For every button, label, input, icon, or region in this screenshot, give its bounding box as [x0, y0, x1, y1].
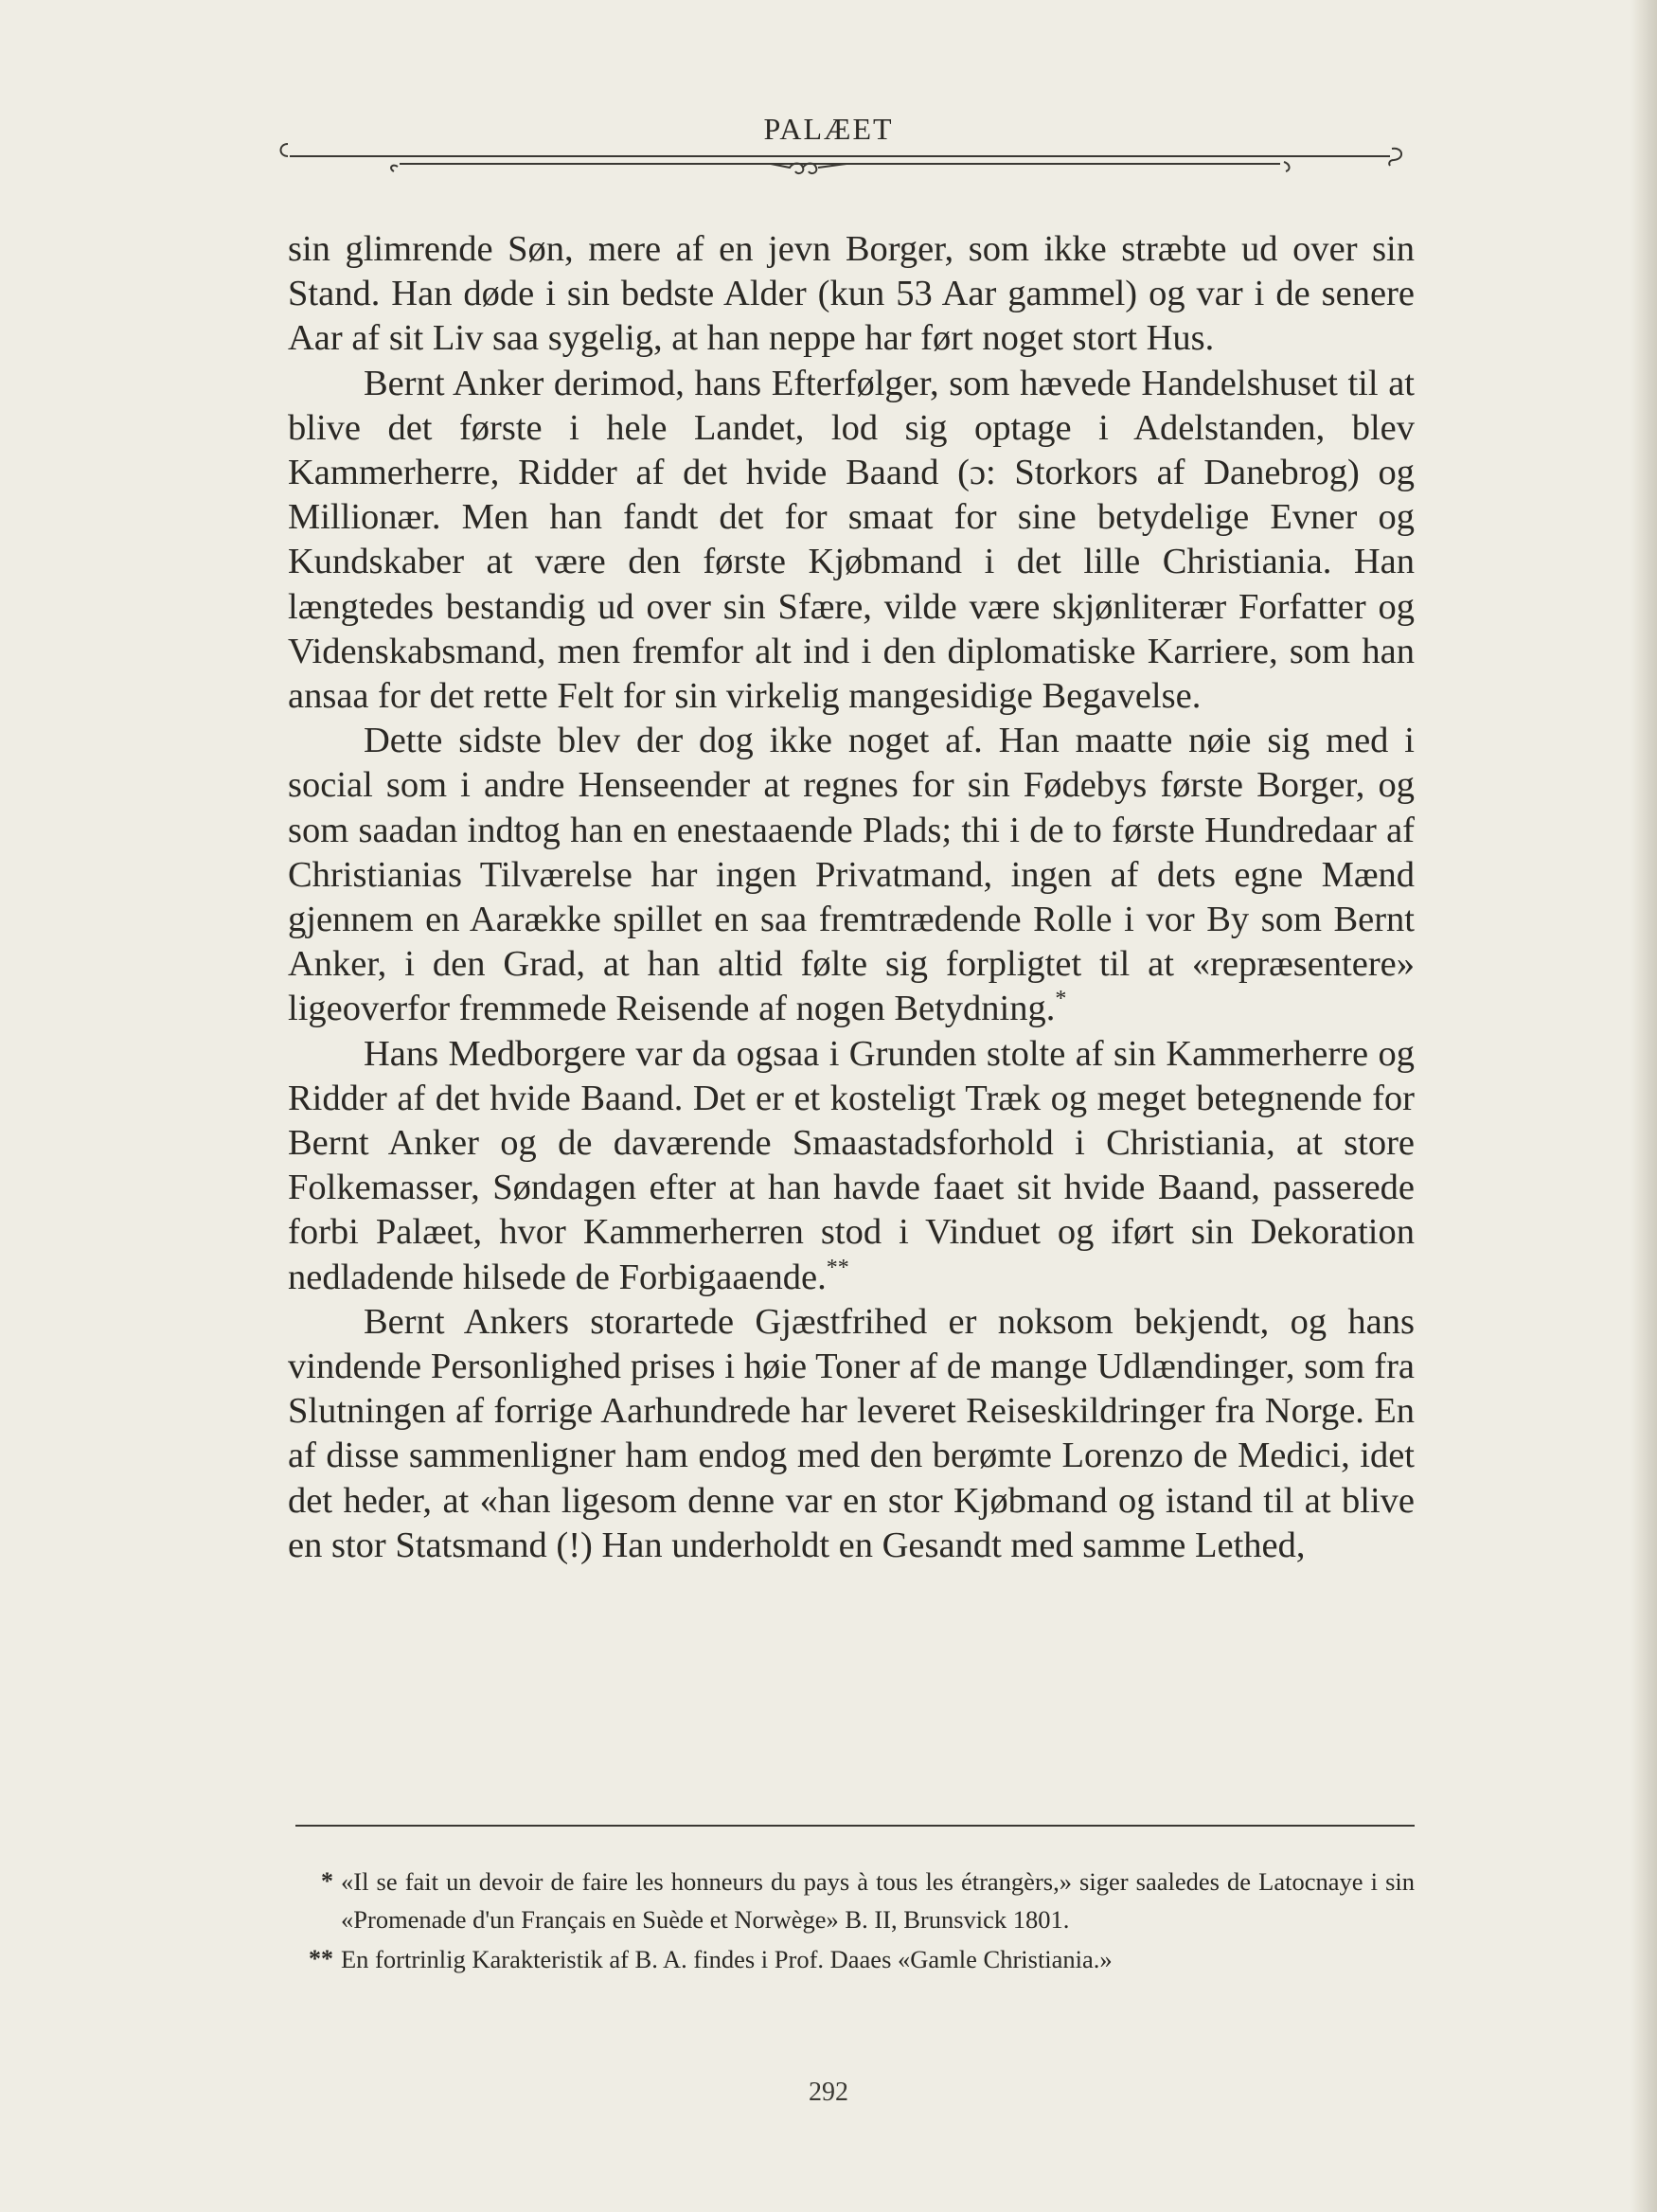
page-number: 292: [809, 2078, 848, 2107]
body-text: [288, 227, 1415, 1568]
footnote: [309, 1940, 1415, 1978]
paragraph: Bernt Anker derimod, hans Efterfølger, som hævede Handelshuset til at blive det første i hele Landet, lod sig optage i Adelstanden, blev Kammerherre, Ridder af det hvide Baand (ɔ: Storkors af Danebrog) og Millionær. Men han fandt det for smaat for sine betydelige Evner og Kundskaber at være den første Kjøbmand i det lille Christiania. Han længtedes bestandig ud over sin Sfære, vilde være skjønliterær Forfatter og Videnskabsmand, men fremfor alt ind i den diplomatiske Karriere, som han ansaa for det rette Felt for sin virkelig mangesidige Begavelse.: [288, 363, 1415, 717]
footnote: [321, 1863, 1415, 1938]
footnote-text: «Il se fait un devoir de faire les honneurs du pays à tous les étrangèrs,» siger saaledes de Latocnaye i sin «Promenade d'un Français en Suède et Norwège» B. II, Brunsvick 1801.: [341, 1867, 1415, 1934]
footnote-text: En fortrinlig Karakteristik af B. A. findes i Prof. Daaes «Gamle Christiania.»: [341, 1945, 1113, 1973]
paragraph: sin glimrende Søn, mere af en jevn Borger, som ikke stræbte ud over sin Stand. Han døde i sin bedste Alder (kun 53 Aar gammel) og var i de senere Aar af sit Liv saa sygelig, at han neppe har ført noget stort Hus.: [288, 229, 1415, 359]
paragraph: Dette sidste blev der dog ikke noget af. Han maatte nøie sig med i social som i andre Henseender at regnes for sin Fødebys første Borger, og som saadan indtog han en enestaaende Plads; thi i de to første Hundredaar af Christianias Tilværelse har ingen Privatmand, ingen af dets egne Mænd gjennem en Aarække spillet en saa fremtrædende Rolle i vor By som Bernt Anker, i den Grad, at han altid følte sig forpligtet til at «repræsentere» ligeoverfor fremmede Reisende af nogen Betydning.*: [288, 721, 1415, 1029]
footnote-reference: *: [1055, 987, 1067, 1012]
ornamental-header-rule: [276, 131, 1420, 187]
footnote-reference: **: [826, 1255, 849, 1280]
footnote-symbol: *: [321, 1867, 333, 1895]
paragraph: Bernt Ankers storartede Gjæstfrihed er noksom bekjendt, og hans vindende Personlighed prises i høie Toner af de mange Udlændinger, som fra Slutningen af forrige Aarhundrede har leveret Reiseskildringer fra Norge. En af disse sammenligner ham endog med den berømte Lorenzo de Medici, idet det heder, at «han ligesom denne var en stor Kjøbmand og istand til at blive en stor Statsmand (!) Han underholdt en Gesandt med samme Lethed,: [288, 1301, 1415, 1565]
page-edge-shadow: [1630, 0, 1657, 2212]
footnotes: [309, 1863, 1415, 1980]
paragraph: Hans Medborgere var da ogsaa i Grunden stolte af sin Kammerherre og Ridder af det hvide Baand. Det er et kosteligt Træk og meget betegnende for Bernt Anker og de daværende Smaastadsforhold i Christiania, at store Folkemasser, Søndagen efter at han havde faaet sit hvide Baand, passerede forbi Palæet, hvor Kammerherren stod i Vinduet og iført sin Dekoration nedladende hilsede de Forbigaaende.**: [288, 1033, 1415, 1297]
running-head: PALÆET: [763, 112, 894, 146]
footnote-symbol: **: [309, 1945, 333, 1972]
footnote-separator: [295, 1825, 1415, 1827]
